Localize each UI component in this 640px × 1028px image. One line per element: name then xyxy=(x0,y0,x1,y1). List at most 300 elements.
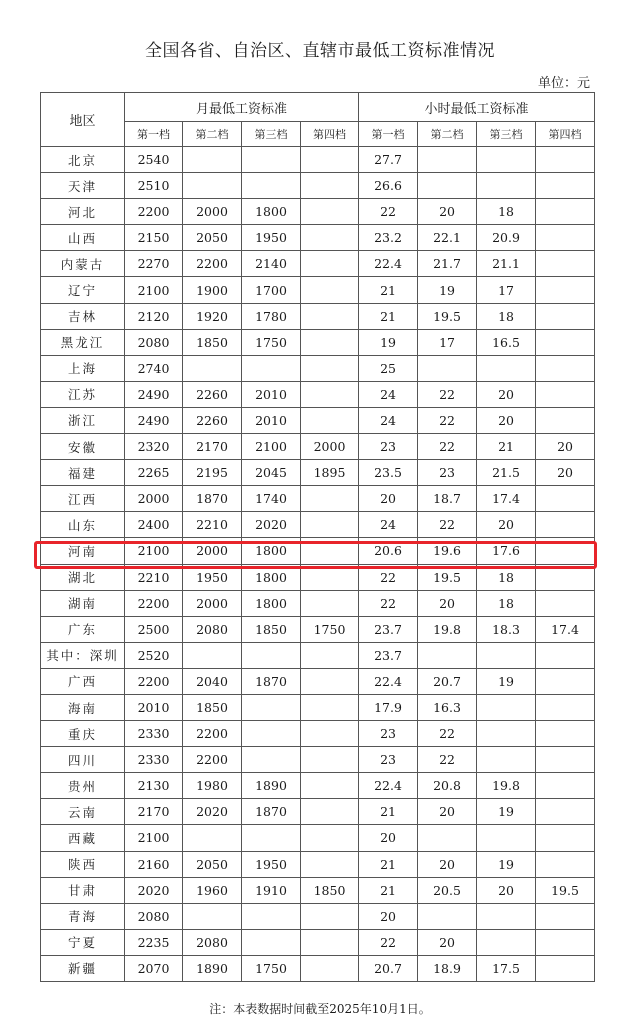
table-row xyxy=(41,381,595,407)
monthly-wage-cell: 2020 xyxy=(125,877,183,903)
hourly-wage-cell xyxy=(536,903,595,929)
monthly-wage-cell: 2330 xyxy=(125,721,183,747)
hourly-wage-cell xyxy=(536,486,595,512)
monthly-wage-cell: 1800 xyxy=(242,199,301,225)
hourly-wage-cell xyxy=(536,747,595,773)
monthly-wage-cell: 2040 xyxy=(183,668,242,694)
monthly-wage-cell xyxy=(183,903,242,929)
region-cell: 吉林 xyxy=(41,303,125,329)
region-cell: 湖南 xyxy=(41,590,125,616)
table-row xyxy=(41,929,595,955)
monthly-wage-cell xyxy=(183,642,242,668)
monthly-wage-cell: 2120 xyxy=(125,303,183,329)
monthly-wage-cell xyxy=(301,303,359,329)
hourly-wage-cell xyxy=(477,694,536,720)
header-row-2 xyxy=(41,122,595,147)
hourly-wage-cell: 20.8 xyxy=(418,773,477,799)
monthly-wage-cell: 2050 xyxy=(183,225,242,251)
region-cell: 陕西 xyxy=(41,851,125,877)
hourly-wage-cell: 23 xyxy=(359,721,418,747)
hourly-wage-cell: 23.2 xyxy=(359,225,418,251)
hourly-wage-cell: 23 xyxy=(359,434,418,460)
hourly-wage-cell: 26.6 xyxy=(359,173,418,199)
hourly-wage-cell xyxy=(477,929,536,955)
hourly-wage-cell: 22.1 xyxy=(418,225,477,251)
monthly-wage-cell xyxy=(301,694,359,720)
hourly-wage-cell: 21 xyxy=(359,303,418,329)
hourly-wage-cell: 17.5 xyxy=(477,955,536,981)
hourly-wage-cell: 21 xyxy=(359,799,418,825)
hourly-wage-cell: 19 xyxy=(359,329,418,355)
table-row xyxy=(41,851,595,877)
monthly-wage-cell xyxy=(301,929,359,955)
table-row xyxy=(41,590,595,616)
monthly-wage-cell: 2265 xyxy=(125,460,183,486)
monthly-wage-cell: 2080 xyxy=(125,329,183,355)
hourly-wage-cell: 21.5 xyxy=(477,460,536,486)
hourly-wage-cell: 22 xyxy=(418,407,477,433)
monthly-wage-cell: 2260 xyxy=(183,407,242,433)
table-row xyxy=(41,825,595,851)
hourly-wage-cell: 17 xyxy=(477,277,536,303)
hourly-wage-cell: 20 xyxy=(418,590,477,616)
region-cell: 湖北 xyxy=(41,564,125,590)
hourly-wage-cell: 27.7 xyxy=(359,147,418,173)
monthly-wage-cell: 1750 xyxy=(301,616,359,642)
monthly-wage-cell: 2235 xyxy=(125,929,183,955)
hourly-wage-cell xyxy=(536,721,595,747)
monthly-wage-cell xyxy=(301,512,359,538)
region-cell: 黑龙江 xyxy=(41,329,125,355)
monthly-wage-cell xyxy=(301,721,359,747)
hourly-wage-cell: 17.4 xyxy=(536,616,595,642)
hourly-wage-cell xyxy=(418,642,477,668)
monthly-wage-cell xyxy=(242,173,301,199)
hourly-wage-cell xyxy=(536,381,595,407)
monthly-wage-cell: 2200 xyxy=(183,251,242,277)
monthly-wage-cell xyxy=(242,721,301,747)
monthly-wage-cell xyxy=(242,642,301,668)
monthly-wage-cell: 2200 xyxy=(125,590,183,616)
monthly-tier-header: 第四档 xyxy=(301,122,359,147)
monthly-wage-cell: 2140 xyxy=(242,251,301,277)
hourly-wage-cell xyxy=(536,407,595,433)
monthly-wage-cell: 2020 xyxy=(242,512,301,538)
hourly-wage-cell: 20 xyxy=(477,512,536,538)
hourly-wage-cell: 21.1 xyxy=(477,251,536,277)
hourly-wage-cell: 19.8 xyxy=(418,616,477,642)
monthly-wage-cell: 1800 xyxy=(242,564,301,590)
hourly-wage-cell xyxy=(477,747,536,773)
monthly-wage-cell: 2200 xyxy=(125,668,183,694)
region-cell: 山西 xyxy=(41,225,125,251)
monthly-wage-cell: 2000 xyxy=(183,590,242,616)
hourly-wage-cell: 21 xyxy=(359,277,418,303)
hourly-wage-cell: 22 xyxy=(418,434,477,460)
monthly-wage-cell: 1850 xyxy=(183,329,242,355)
hourly-wage-cell: 20.7 xyxy=(418,668,477,694)
hourly-wage-cell xyxy=(536,277,595,303)
hourly-wage-cell: 22 xyxy=(418,747,477,773)
monthly-wage-cell: 2490 xyxy=(125,381,183,407)
hourly-wage-cell: 19 xyxy=(477,668,536,694)
hourly-wage-cell xyxy=(536,564,595,590)
region-cell: 广西 xyxy=(41,668,125,694)
monthly-wage-cell: 2320 xyxy=(125,434,183,460)
monthly-wage-cell xyxy=(301,199,359,225)
monthly-tier-header: 第三档 xyxy=(242,122,301,147)
region-cell: 贵州 xyxy=(41,773,125,799)
region-cell: 青海 xyxy=(41,903,125,929)
monthly-wage-cell: 1750 xyxy=(242,329,301,355)
hourly-wage-cell: 21 xyxy=(477,434,536,460)
monthly-wage-cell: 2260 xyxy=(183,381,242,407)
monthly-wage-cell xyxy=(301,851,359,877)
hourly-wage-cell xyxy=(418,903,477,929)
region-cell: 福建 xyxy=(41,460,125,486)
hourly-wage-cell: 20 xyxy=(536,460,595,486)
monthly-wage-cell: 2195 xyxy=(183,460,242,486)
monthly-wage-cell: 2070 xyxy=(125,955,183,981)
hourly-tier-header: 第一档 xyxy=(359,122,418,147)
monthly-wage-cell: 1895 xyxy=(301,460,359,486)
hourly-wage-cell xyxy=(477,173,536,199)
table-row xyxy=(41,434,595,460)
monthly-wage-cell: 1950 xyxy=(183,564,242,590)
hourly-wage-cell xyxy=(477,642,536,668)
hourly-wage-cell: 23.7 xyxy=(359,616,418,642)
monthly-wage-cell xyxy=(301,225,359,251)
hourly-wage-cell: 22.4 xyxy=(359,251,418,277)
hourly-wage-cell: 17.6 xyxy=(477,538,536,564)
monthly-wage-cell: 1890 xyxy=(242,773,301,799)
monthly-wage-cell: 1800 xyxy=(242,538,301,564)
monthly-wage-cell: 2490 xyxy=(125,407,183,433)
monthly-wage-cell: 2200 xyxy=(183,747,242,773)
hourly-wage-cell xyxy=(536,355,595,381)
header-row-1 xyxy=(41,93,595,122)
monthly-wage-cell: 2080 xyxy=(125,903,183,929)
minimum-wage-table xyxy=(40,92,595,982)
table-row xyxy=(41,329,595,355)
table-row xyxy=(41,668,595,694)
hourly-wage-cell xyxy=(536,303,595,329)
monthly-wage-cell: 1870 xyxy=(242,668,301,694)
hourly-wage-cell: 21 xyxy=(359,877,418,903)
monthly-wage-cell: 2045 xyxy=(242,460,301,486)
monthly-wage-cell xyxy=(301,147,359,173)
hourly-wage-cell xyxy=(536,173,595,199)
hourly-wage-cell: 20 xyxy=(359,903,418,929)
hourly-wage-cell xyxy=(536,851,595,877)
region-cell: 海南 xyxy=(41,694,125,720)
hourly-wage-cell: 25 xyxy=(359,355,418,381)
hourly-wage-cell xyxy=(536,251,595,277)
region-cell: 辽宁 xyxy=(41,277,125,303)
hourly-wage-cell xyxy=(536,694,595,720)
hourly-wage-cell: 20.6 xyxy=(359,538,418,564)
monthly-wage-cell: 2010 xyxy=(242,381,301,407)
hourly-wage-cell: 20 xyxy=(477,381,536,407)
monthly-wage-cell: 1950 xyxy=(242,851,301,877)
table-row xyxy=(41,955,595,981)
monthly-wage-cell xyxy=(242,903,301,929)
hourly-wage-cell: 20 xyxy=(477,407,536,433)
monthly-wage-cell: 2520 xyxy=(125,642,183,668)
hourly-wage-cell: 22 xyxy=(359,590,418,616)
monthly-wage-cell: 2080 xyxy=(183,929,242,955)
monthly-wage-cell: 2020 xyxy=(183,799,242,825)
region-header: 地区 xyxy=(41,93,125,147)
hourly-wage-cell: 19.5 xyxy=(418,564,477,590)
hourly-wage-cell: 18.3 xyxy=(477,616,536,642)
hourly-header: 小时最低工资标准 xyxy=(359,93,595,122)
hourly-wage-cell xyxy=(477,825,536,851)
hourly-wage-cell: 20 xyxy=(477,877,536,903)
region-cell: 新疆 xyxy=(41,955,125,981)
monthly-wage-cell: 1910 xyxy=(242,877,301,903)
hourly-wage-cell: 20 xyxy=(359,825,418,851)
table-row xyxy=(41,199,595,225)
hourly-tier-header: 第三档 xyxy=(477,122,536,147)
footnote: 注：本表数据时间截至2025年10月1日。 xyxy=(209,1002,431,1016)
monthly-wage-cell xyxy=(301,773,359,799)
hourly-wage-cell: 18 xyxy=(477,564,536,590)
table-row xyxy=(41,538,595,564)
monthly-wage-cell: 1850 xyxy=(183,694,242,720)
monthly-wage-cell: 2330 xyxy=(125,747,183,773)
hourly-wage-cell: 19 xyxy=(477,851,536,877)
monthly-wage-cell: 1870 xyxy=(242,799,301,825)
hourly-tier-header: 第四档 xyxy=(536,122,595,147)
hourly-wage-cell: 20 xyxy=(418,851,477,877)
monthly-wage-cell: 2400 xyxy=(125,512,183,538)
monthly-header: 月最低工资标准 xyxy=(125,93,359,122)
monthly-wage-cell: 2150 xyxy=(125,225,183,251)
hourly-wage-cell xyxy=(477,721,536,747)
region-cell: 云南 xyxy=(41,799,125,825)
hourly-wage-cell: 17 xyxy=(418,329,477,355)
monthly-wage-cell xyxy=(301,381,359,407)
monthly-wage-cell xyxy=(301,564,359,590)
region-cell: 重庆 xyxy=(41,721,125,747)
monthly-wage-cell xyxy=(242,147,301,173)
hourly-wage-cell xyxy=(536,512,595,538)
monthly-wage-cell: 2000 xyxy=(183,538,242,564)
monthly-wage-cell: 2100 xyxy=(125,825,183,851)
hourly-wage-cell: 22.4 xyxy=(359,668,418,694)
hourly-wage-cell: 20.5 xyxy=(418,877,477,903)
hourly-wage-cell: 18.9 xyxy=(418,955,477,981)
hourly-wage-cell xyxy=(536,538,595,564)
table-row xyxy=(41,799,595,825)
hourly-wage-cell: 20 xyxy=(418,199,477,225)
hourly-wage-cell: 23.7 xyxy=(359,642,418,668)
hourly-tier-header: 第二档 xyxy=(418,122,477,147)
table-row xyxy=(41,355,595,381)
monthly-wage-cell xyxy=(242,825,301,851)
hourly-wage-cell xyxy=(536,955,595,981)
monthly-wage-cell xyxy=(301,642,359,668)
region-cell: 上海 xyxy=(41,355,125,381)
hourly-wage-cell xyxy=(418,147,477,173)
table-row xyxy=(41,277,595,303)
monthly-wage-cell xyxy=(301,251,359,277)
region-cell: 江苏 xyxy=(41,381,125,407)
monthly-wage-cell: 1960 xyxy=(183,877,242,903)
hourly-wage-cell: 24 xyxy=(359,512,418,538)
hourly-wage-cell: 20 xyxy=(536,434,595,460)
monthly-tier-header: 第二档 xyxy=(183,122,242,147)
table-row xyxy=(41,642,595,668)
monthly-wage-cell: 2100 xyxy=(125,277,183,303)
hourly-wage-cell: 17.9 xyxy=(359,694,418,720)
hourly-wage-cell xyxy=(536,199,595,225)
monthly-wage-cell: 2170 xyxy=(183,434,242,460)
hourly-wage-cell: 23 xyxy=(359,747,418,773)
monthly-wage-cell: 1890 xyxy=(183,955,242,981)
table-row xyxy=(41,564,595,590)
monthly-wage-cell xyxy=(301,407,359,433)
monthly-wage-cell: 2540 xyxy=(125,147,183,173)
monthly-wage-cell xyxy=(301,747,359,773)
hourly-wage-cell xyxy=(536,147,595,173)
hourly-wage-cell: 20 xyxy=(418,799,477,825)
hourly-wage-cell: 19.8 xyxy=(477,773,536,799)
table-row xyxy=(41,773,595,799)
monthly-wage-cell: 2270 xyxy=(125,251,183,277)
hourly-wage-cell: 22 xyxy=(418,512,477,538)
monthly-wage-cell xyxy=(301,955,359,981)
monthly-wage-cell xyxy=(301,277,359,303)
hourly-wage-cell: 24 xyxy=(359,407,418,433)
hourly-wage-cell: 20.7 xyxy=(359,955,418,981)
monthly-wage-cell xyxy=(242,929,301,955)
monthly-wage-cell: 2010 xyxy=(125,694,183,720)
hourly-wage-cell: 23 xyxy=(418,460,477,486)
hourly-wage-cell: 19 xyxy=(418,277,477,303)
hourly-wage-cell xyxy=(418,173,477,199)
monthly-wage-cell: 2000 xyxy=(183,199,242,225)
monthly-wage-cell: 2210 xyxy=(183,512,242,538)
hourly-wage-cell xyxy=(477,355,536,381)
monthly-wage-cell: 2210 xyxy=(125,564,183,590)
monthly-wage-cell: 1980 xyxy=(183,773,242,799)
monthly-wage-cell xyxy=(242,747,301,773)
hourly-wage-cell: 21.7 xyxy=(418,251,477,277)
hourly-wage-cell xyxy=(418,355,477,381)
monthly-wage-cell: 1750 xyxy=(242,955,301,981)
monthly-wage-cell xyxy=(301,825,359,851)
hourly-wage-cell: 22 xyxy=(359,199,418,225)
monthly-wage-cell xyxy=(183,147,242,173)
hourly-wage-cell xyxy=(536,799,595,825)
unit-label: 单位：元 xyxy=(537,76,590,91)
monthly-wage-cell xyxy=(301,173,359,199)
monthly-wage-cell: 2200 xyxy=(125,199,183,225)
table-row xyxy=(41,512,595,538)
monthly-wage-cell: 1870 xyxy=(183,486,242,512)
hourly-wage-cell: 19.5 xyxy=(536,877,595,903)
table-row xyxy=(41,486,595,512)
hourly-wage-cell xyxy=(477,147,536,173)
monthly-wage-cell xyxy=(242,694,301,720)
monthly-wage-cell: 2170 xyxy=(125,799,183,825)
monthly-wage-cell xyxy=(301,903,359,929)
hourly-wage-cell: 21 xyxy=(359,851,418,877)
table-row xyxy=(41,407,595,433)
hourly-wage-cell: 18 xyxy=(477,590,536,616)
monthly-wage-cell: 2200 xyxy=(183,721,242,747)
monthly-wage-cell: 1740 xyxy=(242,486,301,512)
hourly-wage-cell: 22 xyxy=(359,929,418,955)
table-row xyxy=(41,903,595,929)
monthly-wage-cell: 1850 xyxy=(301,877,359,903)
region-cell: 河南 xyxy=(41,538,125,564)
hourly-wage-cell: 19.6 xyxy=(418,538,477,564)
table-row xyxy=(41,877,595,903)
monthly-wage-cell: 1780 xyxy=(242,303,301,329)
monthly-wage-cell: 2510 xyxy=(125,173,183,199)
monthly-wage-cell: 2000 xyxy=(301,434,359,460)
region-cell: 内蒙古 xyxy=(41,251,125,277)
monthly-wage-cell xyxy=(301,538,359,564)
table-body xyxy=(41,147,595,982)
hourly-wage-cell: 16.5 xyxy=(477,329,536,355)
hourly-wage-cell: 18.7 xyxy=(418,486,477,512)
hourly-wage-cell xyxy=(536,642,595,668)
monthly-wage-cell: 2000 xyxy=(125,486,183,512)
hourly-wage-cell: 16.3 xyxy=(418,694,477,720)
table-row xyxy=(41,616,595,642)
monthly-wage-cell: 2160 xyxy=(125,851,183,877)
monthly-wage-cell xyxy=(183,173,242,199)
monthly-wage-cell: 1920 xyxy=(183,303,242,329)
hourly-wage-cell: 24 xyxy=(359,381,418,407)
monthly-wage-cell: 1800 xyxy=(242,590,301,616)
monthly-wage-cell: 2100 xyxy=(242,434,301,460)
monthly-wage-cell: 2100 xyxy=(125,538,183,564)
hourly-wage-cell xyxy=(536,590,595,616)
hourly-wage-cell: 22 xyxy=(359,564,418,590)
hourly-wage-cell xyxy=(536,225,595,251)
monthly-wage-cell xyxy=(301,590,359,616)
hourly-wage-cell: 17.4 xyxy=(477,486,536,512)
monthly-wage-cell xyxy=(301,668,359,694)
hourly-wage-cell xyxy=(418,825,477,851)
hourly-wage-cell: 19.5 xyxy=(418,303,477,329)
monthly-wage-cell xyxy=(183,355,242,381)
region-cell: 西藏 xyxy=(41,825,125,851)
hourly-wage-cell: 20 xyxy=(359,486,418,512)
hourly-wage-cell xyxy=(536,825,595,851)
monthly-wage-cell: 2050 xyxy=(183,851,242,877)
hourly-wage-cell xyxy=(536,668,595,694)
region-cell: 广东 xyxy=(41,616,125,642)
region-cell: 山东 xyxy=(41,512,125,538)
monthly-wage-cell: 2010 xyxy=(242,407,301,433)
monthly-wage-cell xyxy=(301,799,359,825)
monthly-wage-cell: 2080 xyxy=(183,616,242,642)
hourly-wage-cell: 20 xyxy=(418,929,477,955)
table-row xyxy=(41,721,595,747)
region-cell: 其中：深圳 xyxy=(41,642,125,668)
hourly-wage-cell: 20.9 xyxy=(477,225,536,251)
region-cell: 天津 xyxy=(41,173,125,199)
hourly-wage-cell xyxy=(536,773,595,799)
region-cell: 河北 xyxy=(41,199,125,225)
monthly-wage-cell xyxy=(301,486,359,512)
